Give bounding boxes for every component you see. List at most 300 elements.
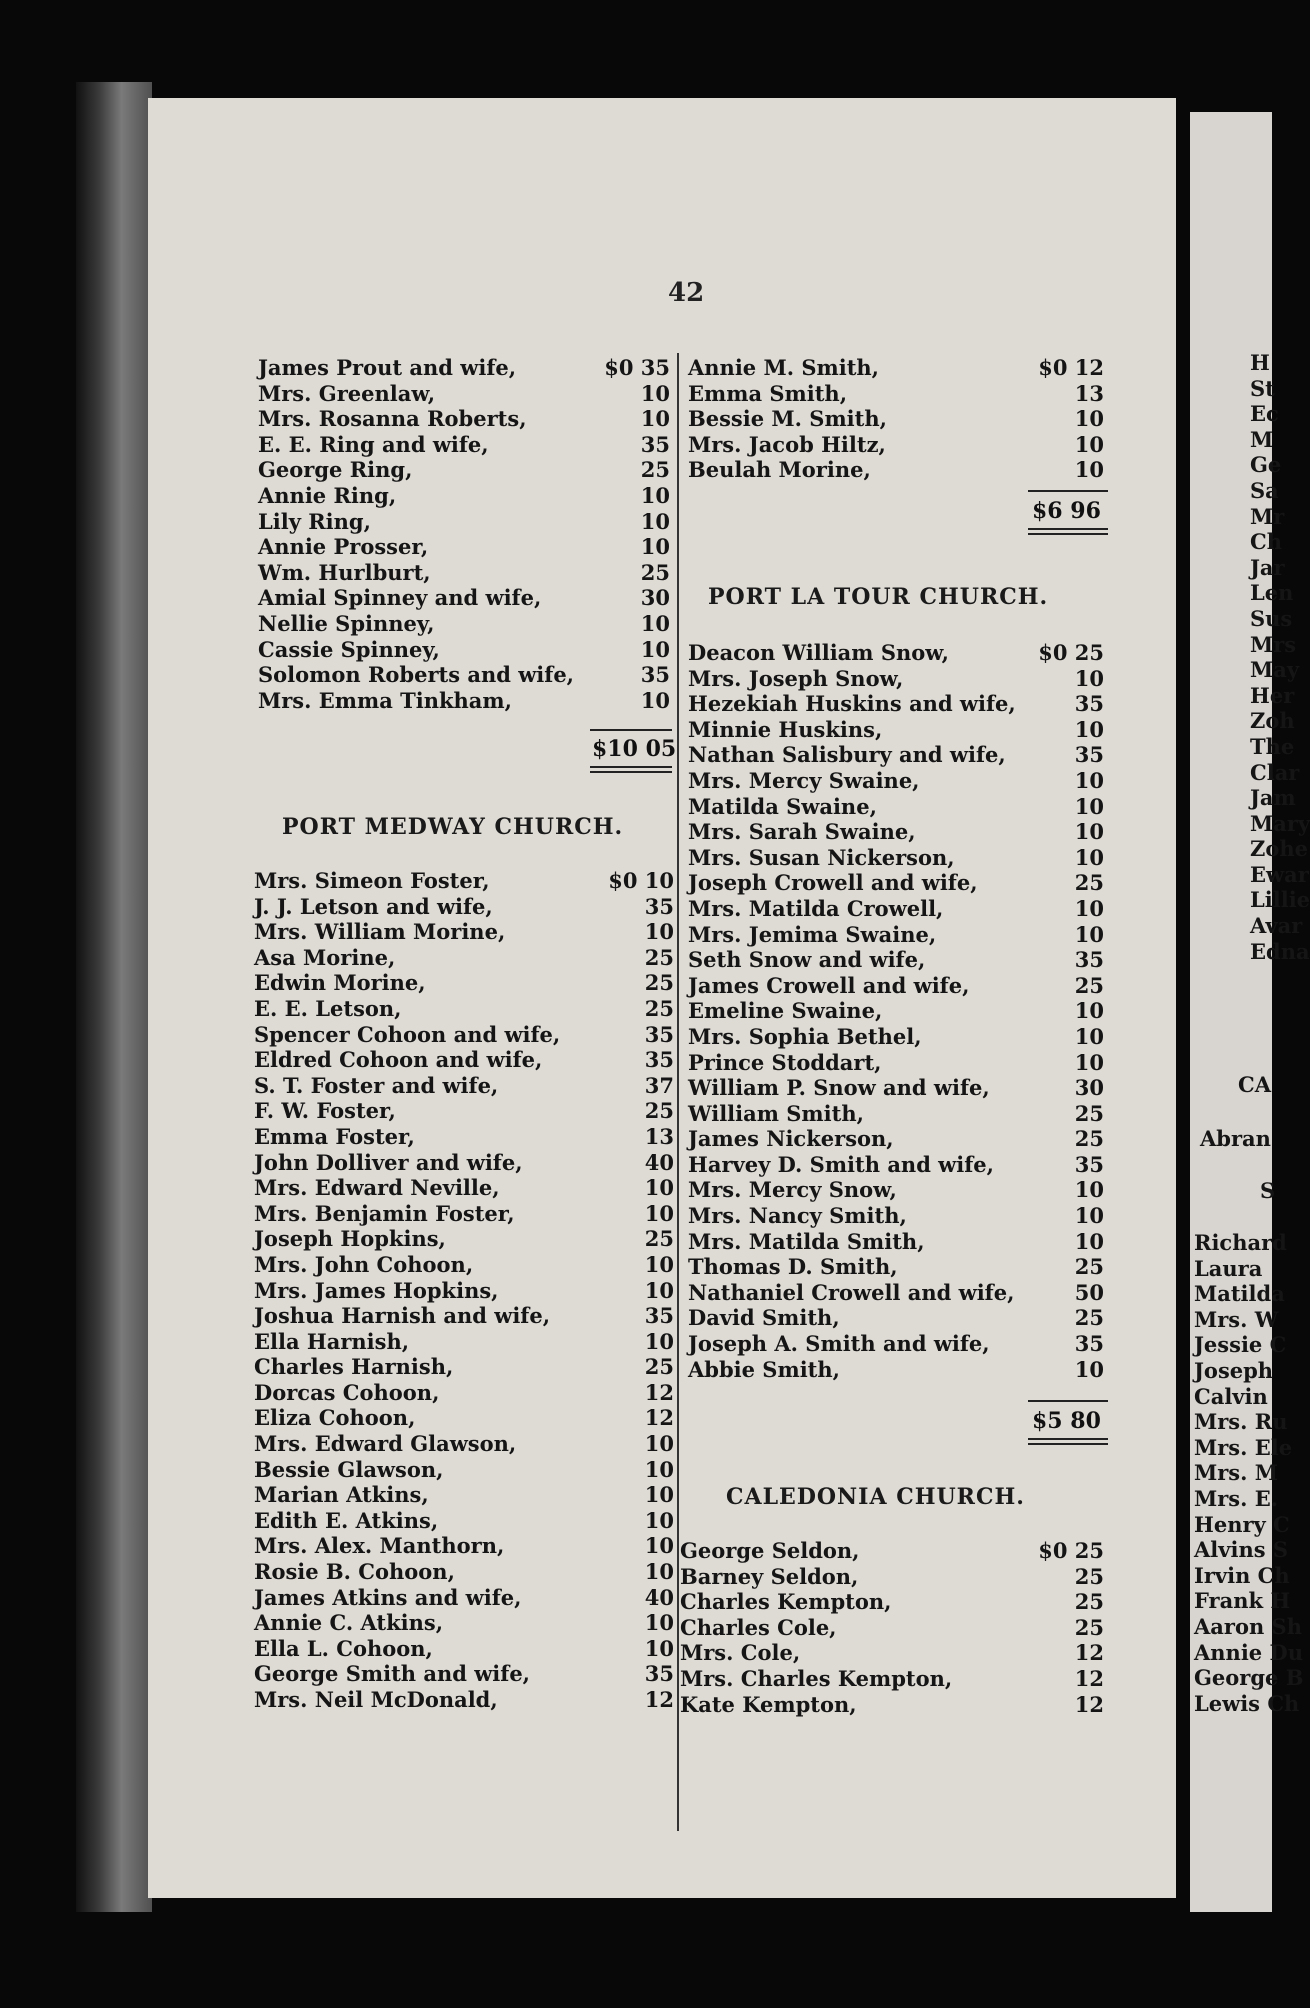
contributor-name: Edith E. Atkins,: [254, 1507, 439, 1533]
contributor-name: Eldred Cohoon and wife,: [254, 1047, 543, 1073]
list-item: [688, 973, 1104, 999]
list-item: [254, 868, 674, 894]
list-item: [254, 1073, 674, 1099]
contribution-amount: 10: [1074, 431, 1104, 457]
port-la-tour-list: [688, 640, 1104, 1382]
contributor-name: George Ring,: [258, 457, 413, 483]
list-item: [688, 1254, 1104, 1280]
list-item: [258, 406, 670, 432]
contribution-amount: 12: [644, 1687, 674, 1712]
list-item: [254, 1585, 674, 1611]
book-spine-edge: [76, 82, 152, 1912]
contribution-amount: 35: [644, 1303, 674, 1329]
list-item: [254, 1559, 674, 1585]
contributor-name: Nellie Spinney,: [258, 610, 435, 636]
list-item: [688, 742, 1104, 768]
col1-top-list: [258, 355, 670, 713]
contribution-amount: 10: [644, 919, 674, 945]
list-item: [254, 945, 674, 971]
list-item: [254, 1175, 674, 1201]
port-la-tour-total-rule: [1028, 1400, 1108, 1402]
contribution-amount: 25: [1074, 1305, 1104, 1331]
contributor-name: Emeline Swaine,: [688, 998, 883, 1024]
facing-page-line: Joseph: [1194, 1357, 1274, 1383]
contributor-name: Mrs. Matilda Crowell,: [688, 895, 944, 921]
contributor-name: Wm. Hurlburt,: [258, 559, 431, 585]
facing-page-line: Zoh: [1250, 708, 1295, 734]
contribution-amount: 10: [1074, 1177, 1104, 1203]
contribution-amount: 35: [640, 662, 670, 688]
contribution-amount: 40: [644, 1149, 674, 1175]
contribution-amount: 25: [1074, 1589, 1104, 1615]
contribution-amount: $0 12: [1038, 355, 1104, 380]
contribution-amount: 10: [640, 534, 670, 560]
contribution-amount: 35: [644, 1021, 674, 1047]
list-item: [688, 845, 1104, 871]
contribution-amount: 10: [1074, 921, 1104, 947]
facing-page-line: Mrs. M: [1194, 1460, 1278, 1486]
contributor-name: James Crowell and wife,: [688, 972, 970, 998]
contribution-amount: 25: [1074, 972, 1104, 998]
contribution-amount: 10: [644, 1277, 674, 1303]
facing-page-line: The: [1250, 733, 1295, 759]
contributor-name: Rosie B. Cohoon,: [254, 1559, 455, 1585]
contributor-name: Deacon William Snow,: [688, 640, 949, 665]
contribution-amount: 10: [1074, 1023, 1104, 1049]
contribution-amount: 13: [644, 1123, 674, 1149]
contribution-amount: 10: [1074, 1203, 1104, 1229]
contribution-amount: 35: [1074, 947, 1104, 973]
list-item: [688, 691, 1104, 717]
contribution-amount: 25: [644, 970, 674, 996]
facing-page-line: Henry C: [1194, 1511, 1290, 1537]
contributor-name: Mrs. Jacob Hiltz,: [688, 431, 886, 457]
list-item: [680, 1564, 1104, 1590]
contribution-amount: 10: [1074, 1049, 1104, 1075]
facing-page-line: H: [1250, 350, 1270, 375]
port-la-tour-total-rule-bottom2: [1028, 1443, 1108, 1445]
contribution-amount: 35: [644, 893, 674, 919]
contributor-name: Mrs. Joseph Snow,: [688, 665, 904, 691]
list-item: [254, 1610, 674, 1636]
col2-total-rule: [1028, 490, 1108, 492]
contribution-amount: 10: [644, 1328, 674, 1354]
list-item: [688, 381, 1104, 407]
contributor-name: George Seldon,: [680, 1538, 860, 1563]
contribution-amount: 35: [644, 1661, 674, 1687]
list-item: [258, 560, 670, 586]
facing-page-heading: CA: [1238, 1072, 1272, 1097]
facing-page-line: Mrs. E.: [1194, 1485, 1279, 1511]
contributor-name: Mrs. Edward Neville,: [254, 1175, 500, 1201]
contribution-amount: 10: [644, 1175, 674, 1201]
list-item: [254, 1533, 674, 1559]
col1-total-rule: [590, 729, 672, 731]
contribution-amount: 25: [1074, 1100, 1104, 1126]
contribution-amount: 35: [640, 431, 670, 457]
contributor-name: David Smith,: [688, 1305, 840, 1331]
contribution-amount: 50: [1074, 1279, 1104, 1305]
list-item: [258, 483, 670, 509]
contributor-name: Abbie Smith,: [688, 1356, 840, 1382]
contributor-name: Mrs. Sophia Bethel,: [688, 1023, 922, 1049]
contributor-name: E. E. Ring and wife,: [258, 431, 489, 457]
list-item: [688, 794, 1104, 820]
list-item: [254, 1329, 674, 1355]
list-item: [688, 1152, 1104, 1178]
contribution-amount: 10: [644, 1533, 674, 1559]
contribution-amount: $0 35: [604, 355, 670, 380]
port-la-tour-heading: PORT LA TOUR CHURCH.: [708, 584, 1049, 610]
list-item: [254, 894, 674, 920]
facing-page-top-list: [1250, 350, 1310, 964]
contribution-amount: 10: [644, 1610, 674, 1636]
contributor-name: Mrs. Benjamin Foster,: [254, 1200, 515, 1226]
facing-page-line: Clar: [1250, 759, 1300, 785]
contributor-name: Mrs. James Hopkins,: [254, 1277, 499, 1303]
facing-page-line: George B: [1194, 1665, 1304, 1691]
contributor-name: Nathaniel Crowell and wife,: [688, 1279, 1015, 1305]
contribution-amount: 12: [1074, 1640, 1104, 1666]
contributor-name: Bessie Glawson,: [254, 1456, 444, 1482]
list-item: [688, 870, 1104, 896]
contributor-name: Mrs. Mercy Swaine,: [688, 767, 920, 793]
contributor-name: Eliza Cohoon,: [254, 1405, 416, 1431]
list-item: [688, 1126, 1104, 1152]
facing-page-line: Jar: [1250, 554, 1285, 580]
list-item: [680, 1640, 1104, 1666]
contributor-name: James Atkins and wife,: [254, 1584, 522, 1610]
contributor-name: F. W. Foster,: [254, 1098, 396, 1124]
contribution-amount: 10: [644, 1456, 674, 1482]
list-item: [254, 1303, 674, 1329]
contributor-name: William Smith,: [688, 1100, 864, 1126]
contribution-amount: 10: [1074, 457, 1104, 483]
contribution-amount: 10: [1074, 998, 1104, 1024]
contributor-name: James Prout and wife,: [258, 355, 517, 380]
list-item: [254, 1124, 674, 1150]
contribution-amount: 13: [1074, 380, 1104, 406]
list-item: [254, 1047, 674, 1073]
facing-page-line: Avar: [1250, 913, 1303, 939]
contribution-amount: 10: [1074, 819, 1104, 845]
contributor-name: Solomon Roberts and wife,: [258, 662, 574, 688]
list-item: [688, 1177, 1104, 1203]
contribution-amount: 25: [644, 1226, 674, 1252]
list-item: [254, 919, 674, 945]
contributor-name: Mrs. Cole,: [680, 1640, 801, 1666]
facing-page-line: St: [1250, 375, 1275, 401]
col1-total-rule-bottom2: [590, 771, 672, 773]
list-item: [258, 381, 670, 407]
contribution-amount: 25: [1074, 1126, 1104, 1152]
contributor-name: Spencer Cohoon and wife,: [254, 1021, 561, 1047]
contribution-amount: 37: [644, 1072, 674, 1098]
contribution-amount: 10: [1074, 1228, 1104, 1254]
contribution-amount: 25: [644, 995, 674, 1021]
list-item: [680, 1589, 1104, 1615]
facing-page-line: Alvins S: [1194, 1537, 1289, 1563]
contributor-name: Mrs. Emma Tinkham,: [258, 687, 512, 713]
list-item: [254, 1457, 674, 1483]
list-item: [254, 1431, 674, 1457]
contributor-name: Minnie Huskins,: [688, 716, 883, 742]
list-item: [254, 1201, 674, 1227]
list-item: [688, 406, 1104, 432]
contribution-amount: 10: [640, 636, 670, 662]
contributor-name: Mrs. Simeon Foster,: [254, 868, 490, 893]
contributor-name: Thomas D. Smith,: [688, 1254, 898, 1280]
facing-page-subheading-2: S: [1260, 1178, 1276, 1203]
column-divider: [677, 353, 679, 1831]
contribution-amount: 10: [640, 482, 670, 508]
list-item: [258, 457, 670, 483]
contributor-name: Mrs. Edward Glawson,: [254, 1431, 517, 1457]
col2-top-list: [688, 355, 1104, 483]
contributor-name: John Dolliver and wife,: [254, 1149, 523, 1175]
caledonia-list: [680, 1538, 1104, 1717]
facing-page-line: Lewis Ch: [1194, 1690, 1300, 1716]
list-item: [254, 1252, 674, 1278]
facing-page-line: Irvin Ch: [1194, 1562, 1290, 1588]
contribution-amount: 25: [644, 944, 674, 970]
contribution-amount: 40: [644, 1584, 674, 1610]
list-item: [258, 611, 670, 637]
contribution-amount: 10: [640, 508, 670, 534]
facing-page-line: Her: [1250, 682, 1295, 708]
facing-page-fragment: [1190, 112, 1310, 1912]
list-item: [258, 355, 670, 381]
contributor-name: Cassie Spinney,: [258, 636, 440, 662]
contribution-amount: 25: [1074, 1563, 1104, 1589]
facing-page-line: Jessie C: [1194, 1332, 1287, 1358]
contribution-amount: 25: [1074, 1614, 1104, 1640]
port-la-tour-total: $5 80: [1032, 1408, 1101, 1434]
contribution-amount: 25: [1074, 870, 1104, 896]
contribution-amount: 35: [1074, 1331, 1104, 1357]
facing-page-subheading: Abran: [1200, 1126, 1271, 1151]
facing-page-line: Sus: [1250, 605, 1293, 631]
contributor-name: George Smith and wife,: [254, 1661, 530, 1687]
list-item: [254, 1380, 674, 1406]
facing-page-line: Zohe: [1250, 836, 1308, 862]
facing-page-line: M: [1250, 426, 1274, 452]
col1-top-total: $10 05: [592, 736, 677, 762]
list-item: [254, 996, 674, 1022]
port-la-tour-total-rule-bottom: [1028, 1438, 1108, 1440]
contribution-amount: 10: [644, 1200, 674, 1226]
contributor-name: Joseph A. Smith and wife,: [688, 1331, 990, 1357]
contribution-amount: 10: [1074, 895, 1104, 921]
contribution-amount: 12: [1074, 1665, 1104, 1691]
contributor-name: Emma Smith,: [688, 380, 848, 406]
facing-page-line: May: [1250, 657, 1300, 683]
contributor-name: Beulah Morine,: [688, 457, 871, 483]
contribution-amount: $0 10: [608, 868, 674, 893]
list-item: [688, 717, 1104, 743]
contribution-amount: 10: [644, 1635, 674, 1661]
list-item: [688, 947, 1104, 973]
facing-page-line: Len: [1250, 580, 1294, 606]
list-item: [254, 1022, 674, 1048]
contributor-name: Ella L. Cohoon,: [254, 1635, 433, 1661]
contributor-name: Matilda Swaine,: [688, 793, 877, 819]
contributor-name: Nathan Salisbury and wife,: [688, 742, 1006, 768]
facing-page-line: Laura: [1194, 1255, 1263, 1281]
col2-total-rule-bottom: [1028, 528, 1108, 530]
caledonia-heading: CALEDONIA CHURCH.: [726, 1484, 1025, 1510]
page-number: 42: [668, 278, 705, 308]
facing-page-line: Aaron Sh: [1194, 1613, 1302, 1639]
contribution-amount: 25: [640, 457, 670, 483]
facing-page-line: Ch: [1250, 529, 1282, 555]
list-item: [680, 1538, 1104, 1564]
contribution-amount: 10: [1074, 793, 1104, 819]
contribution-amount: $0 25: [1038, 640, 1104, 665]
facing-page-line: Mary: [1250, 810, 1310, 836]
contribution-amount: 10: [644, 1251, 674, 1277]
contributor-name: Mrs. John Cohoon,: [254, 1251, 474, 1277]
contribution-amount: 35: [1074, 1151, 1104, 1177]
col2-total-rule-bottom2: [1028, 533, 1108, 535]
contribution-amount: 25: [644, 1354, 674, 1380]
contribution-amount: 10: [644, 1431, 674, 1457]
facing-page-line: Lillie: [1250, 887, 1310, 913]
contributor-name: Joseph Hopkins,: [254, 1226, 446, 1252]
list-item: [254, 970, 674, 996]
contributor-name: Lily Ring,: [258, 508, 371, 534]
list-item: [688, 1101, 1104, 1127]
port-medway-heading: PORT MEDWAY CHURCH.: [282, 814, 624, 840]
list-item: [254, 1278, 674, 1304]
list-item: [688, 1305, 1104, 1331]
contributor-name: Annie C. Atkins,: [254, 1610, 443, 1636]
list-item: [688, 1229, 1104, 1255]
facing-page-line: Matilda: [1194, 1281, 1285, 1307]
contributor-name: Mrs. Jemima Swaine,: [688, 921, 937, 947]
list-item: [258, 585, 670, 611]
contribution-amount: $0 25: [1038, 1538, 1104, 1563]
contributor-name: Mrs. Alex. Manthorn,: [254, 1533, 505, 1559]
contribution-amount: 10: [640, 610, 670, 636]
contributor-name: Emma Foster,: [254, 1123, 415, 1149]
contributor-name: Charles Harnish,: [254, 1354, 454, 1380]
list-item: [688, 457, 1104, 483]
list-item: [254, 1661, 674, 1687]
facing-page-line: Edna: [1250, 938, 1310, 964]
contribution-amount: 10: [1074, 665, 1104, 691]
list-item: [254, 1482, 674, 1508]
contributor-name: Prince Stoddart,: [688, 1049, 882, 1075]
list-item: [688, 1331, 1104, 1357]
contribution-amount: 10: [644, 1507, 674, 1533]
contribution-amount: 12: [644, 1379, 674, 1405]
contribution-amount: 10: [1074, 406, 1104, 432]
contributor-name: Marian Atkins,: [254, 1482, 429, 1508]
list-item: [258, 688, 670, 714]
contribution-amount: 35: [1074, 691, 1104, 717]
list-item: [688, 922, 1104, 948]
contributor-name: Ella Harnish,: [254, 1328, 410, 1354]
list-item: [688, 896, 1104, 922]
facing-page-line: Mrs. Ru: [1194, 1409, 1288, 1435]
list-item: [688, 1050, 1104, 1076]
facing-page-line: Jam: [1250, 785, 1296, 811]
list-item: [688, 1280, 1104, 1306]
list-item: [254, 1354, 674, 1380]
facing-page-line: Calvin: [1194, 1383, 1268, 1409]
list-item: [688, 666, 1104, 692]
contributor-name: Mrs. Matilda Smith,: [688, 1228, 925, 1254]
contribution-amount: 10: [644, 1482, 674, 1508]
facing-page-line: Mrs. W: [1194, 1306, 1279, 1332]
list-item: [688, 355, 1104, 381]
list-item: [254, 1508, 674, 1534]
contributor-name: E. E. Letson,: [254, 995, 402, 1021]
contributor-name: S. T. Foster and wife,: [254, 1072, 499, 1098]
list-item: [254, 1226, 674, 1252]
facing-page-line: Annie Du: [1194, 1639, 1303, 1665]
book-page: [148, 98, 1176, 1898]
contribution-amount: 30: [640, 585, 670, 611]
contributor-name: Mrs. Nancy Smith,: [688, 1203, 907, 1229]
list-item: [688, 1075, 1104, 1101]
contributor-name: Charles Cole,: [680, 1614, 837, 1640]
port-medway-list: [254, 868, 674, 1713]
list-item: [254, 1687, 674, 1713]
list-item: [258, 662, 670, 688]
contributor-name: Dorcas Cohoon,: [254, 1379, 440, 1405]
list-item: [688, 819, 1104, 845]
col2-top-total: $6 96: [1032, 498, 1101, 524]
list-item: [680, 1666, 1104, 1692]
contribution-amount: 30: [1074, 1075, 1104, 1101]
contributor-name: Mrs. Rosanna Roberts,: [258, 406, 527, 432]
facing-page-line: Ge: [1250, 452, 1282, 478]
list-item: [688, 640, 1104, 666]
contributor-name: Mrs. Sarah Swaine,: [688, 819, 916, 845]
list-item: [688, 768, 1104, 794]
contributor-name: Mrs. Charles Kempton,: [680, 1665, 953, 1691]
contribution-amount: 10: [1074, 767, 1104, 793]
contribution-amount: 35: [644, 1047, 674, 1073]
list-item: [680, 1615, 1104, 1641]
facing-page-line: Mrs. Ele: [1194, 1434, 1293, 1460]
contributor-name: Mrs. Neil McDonald,: [254, 1687, 498, 1712]
list-item: [254, 1636, 674, 1662]
list-item: [258, 534, 670, 560]
list-item: [254, 1098, 674, 1124]
contribution-amount: 10: [640, 380, 670, 406]
contributor-name: Mrs. Greenlaw,: [258, 380, 436, 406]
list-item: [258, 637, 670, 663]
contributor-name: Barney Seldon,: [680, 1563, 859, 1589]
contributor-name: Kate Kempton,: [680, 1691, 857, 1717]
contribution-amount: 12: [644, 1405, 674, 1431]
list-item: [258, 509, 670, 535]
contributor-name: William P. Snow and wife,: [688, 1075, 990, 1101]
contribution-amount: 10: [644, 1559, 674, 1585]
facing-page-line: Mr: [1250, 503, 1285, 529]
list-item: [258, 432, 670, 458]
contribution-amount: 10: [640, 687, 670, 713]
contribution-amount: 12: [1074, 1691, 1104, 1717]
list-item: [254, 1150, 674, 1176]
list-item: [688, 1203, 1104, 1229]
contributor-name: Annie Ring,: [258, 482, 397, 508]
contribution-amount: 10: [1074, 844, 1104, 870]
contributor-name: Charles Kempton,: [680, 1589, 892, 1615]
